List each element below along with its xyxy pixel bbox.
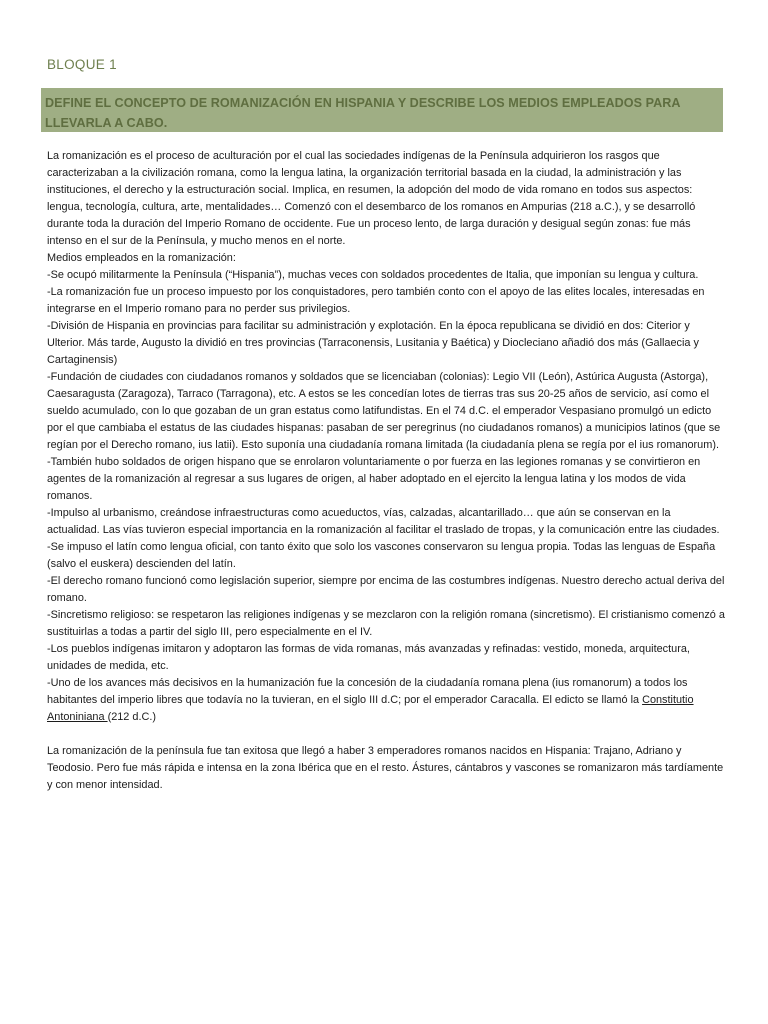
means-item-3: -División de Hispania en provincias para facilitar su administración y explotación. En la época republicana se dividió en dos: Citerior y Ulterior. Más tarde, Augusto la dividió en tres provincias (Tarraconensis, Lusitania y Baética) y Diocleciano añadió dos más (Gallaecia y Cartaginensis) <box>47 320 699 366</box>
means-item-5: -También hubo soldados de origen hispano que se enrolaron voluntariamente o por fuerza en las legiones romanas y se convirtieron en agentes de la romanización al regresar a sus lugares de origen, al haber adoptado en el ejercito la lengua latina y los modos de vida romanos. <box>47 456 701 502</box>
means-item-4: -Fundación de ciudades con ciudadanos romanos y soldados que se licenciaban (colonias): Legio VII (León), Astúrica Augusta (Astorga), Caesaragusta (Zaragoza), Tarraco (Tarragona), etc. A estos se les concedían lotes de tierras tras sus 20-25 años de servicio, así como el sueldo acumulado, con lo que gozaban de un gran estatus como latifundistas. En el 74 d.C. el emperador Vespasiano promulgó un edicto por el que cambiaba el estatus de las ciudades hispanas: pasaban de ser peregrinus (no ciudadanos romanos) a municipios latinos (que se regían por el Derecho romano, ius latii). Esto suponía una ciudadanía romana limitada (la ciudadanía plena se regía por el ius romanorum). <box>47 371 721 451</box>
means-heading: Medios empleados en la romanización: <box>47 252 236 264</box>
document-body <box>47 148 725 794</box>
means-item-11-text: -Uno de los avances más decisivos en la humanización fue la concesión de la ciudadanía romana plena (ius romanorum) a todos los habitantes del imperio libres que todavía no la tuvieran, en el siglo III d.C; por el emperador Caracalla. El edicto se llamó la <box>47 677 688 706</box>
means-item-11 <box>47 675 725 726</box>
means-item-11-tail: (212 d.C.) <box>107 711 156 723</box>
means-item-9: -Sincretismo religioso: se respetaron las religiones indígenas y se mezclaron con la religión romana (sincretismo). El cristianismo comenzó a sustituirlas a todas a partir del siglo III, pero especialmente en el IV. <box>47 609 725 638</box>
block-label: BLOQUE 1 <box>47 57 117 72</box>
means-item-8: -El derecho romano funcionó como legislación superior, siempre por encima de las costumbres indígenas. Nuestro derecho actual deriva del romano. <box>47 575 725 604</box>
conclusion-paragraph: La romanización de la península fue tan exitosa que llegó a haber 3 emperadores romanos nacidos en Hispania: Trajano, Adriano y Teodosio. Pero fue más rápida e intensa en la zona Ibérica que en el resto. Ástures, cántabros y vascones se romanizaron más tardíamente y con menor intensidad. <box>47 745 724 791</box>
question-title: DEFINE EL CONCEPTO DE ROMANIZACIÓN EN HISPANIA Y DESCRIBE LOS MEDIOS EMPLEADOS PARA LLEVARLA A CABO. <box>45 96 681 130</box>
constitutio-antoniniana-link[interactable]: Constitutio Antoniniana <box>47 694 694 723</box>
means-item-7: -Se impuso el latín como lengua oficial, con tanto éxito que solo los vascones conservaron su lengua propia. Todas las lenguas de España (salvo el euskera) descienden del latín. <box>47 541 716 570</box>
paragraph-spacer <box>47 726 725 743</box>
means-item-2: -La romanización fue un proceso impuesto por los conquistadores, pero también conto con el apoyo de las elites locales, interesadas en integrarse en el Imperio romano para no perder sus privilegios. <box>47 286 705 315</box>
means-item-1: -Se ocupó militarmente la Península (“Hispania”), muchas veces con soldados procedentes de Italia, que imponían su lengua y cultura. <box>47 269 699 281</box>
question-title-box <box>41 88 723 132</box>
means-item-6: -Impulso al urbanismo, creándose infraestructuras como acueductos, vías, calzadas, alcantarillado… que aún se conservan en la actualidad. Las vías tuvieron especial importancia en la romanización al facilitar el traslado de tropas, y la comunicación entre las ciudades. <box>47 507 720 536</box>
means-item-10: -Los pueblos indígenas imitaron y adoptaron las formas de vida romanas, más avanzadas y refinadas: vestido, moneda, arquitectura, unidades de medida, etc. <box>47 643 690 672</box>
intro-paragraph: La romanización es el proceso de aculturación por el cual las sociedades indígenas de la Península adquirieron los rasgos que caracterizaban a la civilización romana, como la lengua latina, la organización territorial basada en la ciudad, la administración y las instituciones, el derecho y la estructuración social. Implica, en resumen, la adopción del modo de vida romano en todos sus aspectos: lengua, tecnología, cultura, arte, mentalidades… Comenzó con el desembarco de los romanos en Ampurias (218 a.C.), y se desarrolló durante toda la duración del Imperio Romano de occidente. Fue un proceso lento, de larga duración y desigual según zonas: fue más intenso en el sur de la Península, y mucho menos en el norte. <box>47 150 696 247</box>
